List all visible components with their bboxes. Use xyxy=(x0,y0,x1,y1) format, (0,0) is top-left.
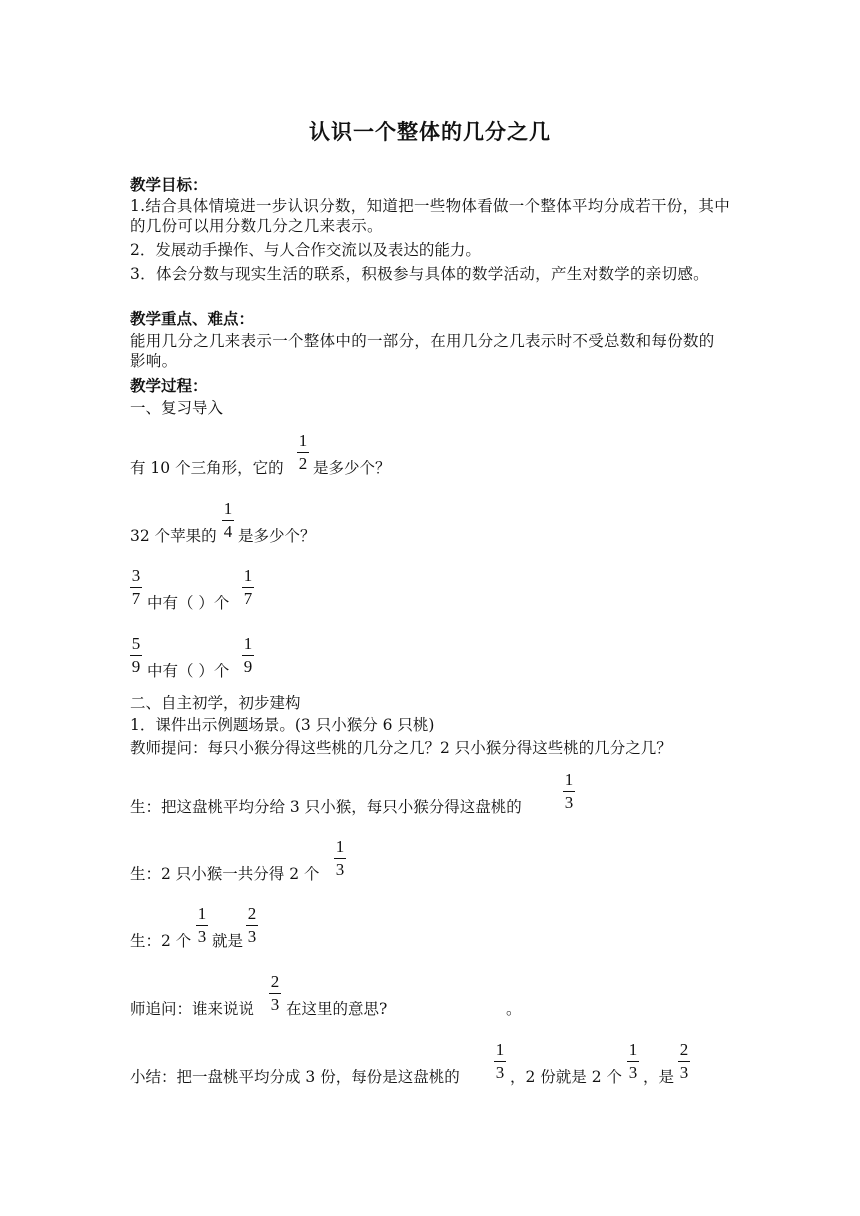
fraction-denominator: 3 xyxy=(270,995,280,1014)
summary-c: ，是 xyxy=(643,1068,675,1086)
student-answer-1: 生：把这盘桃平均分给 3 只小猴，每只小猴分得这盘桃的 xyxy=(130,798,522,816)
q2-text-b: 是多少个？ xyxy=(238,527,316,545)
fraction-numerator: 5 xyxy=(131,634,141,653)
goal-item-3: 3．体会分数与现实生活的联系，积极参与具体的数学活动，产生对数学的亲切感。 xyxy=(130,265,709,283)
s6-fraction xyxy=(269,973,281,1013)
fraction-denominator: 3 xyxy=(564,793,574,812)
fraction-denominator: 3 xyxy=(628,1063,638,1082)
q1-text-b: 是多少个？ xyxy=(313,459,391,477)
q2-fraction xyxy=(222,500,234,540)
teacher-followup-c: 。 xyxy=(506,1000,522,1018)
q4-fraction-b xyxy=(242,635,254,675)
goals-heading: 教学目标： xyxy=(130,176,208,194)
q4-text: 中有（ ）个 xyxy=(147,662,230,680)
teacher-followup-a: 师追问：谁来说说 xyxy=(130,1000,255,1018)
fraction-numerator: 1 xyxy=(243,566,253,585)
fraction-numerator: 2 xyxy=(247,904,257,923)
fraction-denominator: 3 xyxy=(495,1063,505,1082)
q3-fraction-a xyxy=(130,567,142,607)
fraction-denominator: 3 xyxy=(335,860,345,879)
fraction-denominator: 3 xyxy=(679,1063,689,1082)
key-heading: 教学重点、难点： xyxy=(130,310,255,328)
q2-text-a: 32 个苹果的 xyxy=(130,527,217,545)
s5-fraction-a xyxy=(196,905,208,945)
s4-fraction xyxy=(334,838,346,878)
q1-text-a: 有 10 个三角形，它的 xyxy=(130,459,284,477)
fraction-numerator: 1 xyxy=(197,904,207,923)
fraction-denominator: 3 xyxy=(197,927,207,946)
fraction-numerator: 1 xyxy=(495,1040,505,1059)
fraction-denominator: 3 xyxy=(247,927,257,946)
fraction-denominator: 9 xyxy=(131,657,141,676)
s7-fraction-c xyxy=(678,1041,690,1081)
s7-fraction-b xyxy=(627,1041,639,1081)
s5-fraction-b xyxy=(246,905,258,945)
fraction-denominator: 2 xyxy=(298,454,308,473)
key-text: 能用几分之几来表示一个整体中的一部分，在用几分之几表示时不受总数和每份数的影响。 xyxy=(130,332,715,370)
fraction-numerator: 2 xyxy=(270,972,280,991)
fraction-numerator: 1 xyxy=(628,1040,638,1059)
student-answer-3a: 生：2 个 xyxy=(130,932,192,950)
fraction-denominator: 9 xyxy=(243,657,253,676)
fraction-numerator: 1 xyxy=(298,431,308,450)
fraction-numerator: 3 xyxy=(131,566,141,585)
q4-fraction-a xyxy=(130,635,142,675)
section-2-heading: 二、自主初学，初步建构 xyxy=(130,694,301,712)
process-heading: 教学过程： xyxy=(130,377,208,395)
fraction-numerator: 1 xyxy=(223,499,233,518)
student-answer-2: 生：2 只小猴一共分得 2 个 xyxy=(130,865,320,883)
teacher-followup-b: 在这里的意思? xyxy=(286,1000,388,1018)
student-answer-3b: 就是 xyxy=(212,932,244,950)
goal-item-1: 1.结合具体情境进一步认识分数，知道把一些物体看做一个整体平均分成若干份，其中的几份可以用分数几分之几来表示。 xyxy=(130,197,730,235)
s3-fraction xyxy=(563,771,575,811)
step-1: 1．课件出示例题场景。(3 只小猴分 6 只桃) xyxy=(130,716,435,734)
summary-a: 小结：把一盘桃平均分成 3 份，每份是这盘桃的 xyxy=(130,1068,460,1086)
s7-fraction-a xyxy=(494,1041,506,1081)
fraction-numerator: 1 xyxy=(335,837,345,856)
fraction-numerator: 1 xyxy=(564,770,574,789)
q3-text: 中有（ ）个 xyxy=(147,594,230,612)
fraction-numerator: 2 xyxy=(679,1040,689,1059)
teacher-question: 教师提问：每只小猴分得这些桃的几分之几？2 只小猴分得这些桃的几分之几？ xyxy=(130,739,672,757)
fraction-denominator: 7 xyxy=(243,589,253,608)
q1-fraction xyxy=(297,432,309,472)
fraction-numerator: 1 xyxy=(243,634,253,653)
q3-fraction-b xyxy=(242,567,254,607)
goal-item-2: 2．发展动手操作、与人合作交流以及表达的能力。 xyxy=(130,241,481,259)
summary-b: ，2 份就是 2 个 xyxy=(510,1068,623,1086)
section-1-heading: 一、复习导入 xyxy=(130,399,224,417)
fraction-denominator: 7 xyxy=(131,589,141,608)
fraction-denominator: 4 xyxy=(223,522,233,541)
page-title: 认识一个整体的几分之几 xyxy=(309,120,551,144)
